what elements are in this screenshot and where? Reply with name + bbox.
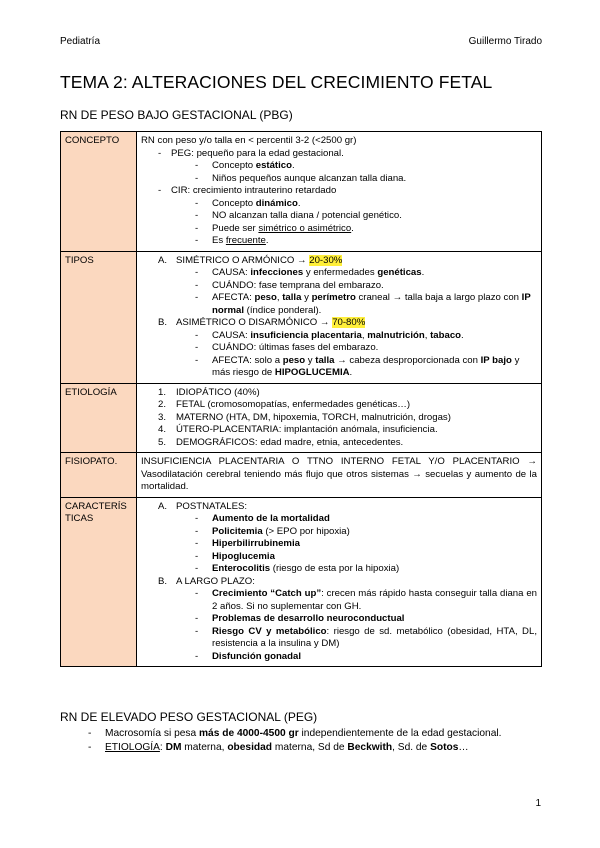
row-content-concepto bbox=[137, 132, 542, 252]
header-subject: Pediatría bbox=[60, 36, 101, 47]
list-item: 5. DEMOGRÁFICOS: edad madre, etnia, antecedentes. bbox=[158, 436, 404, 448]
list-item: - Es frecuente. bbox=[195, 235, 269, 246]
row-content-etiologia bbox=[137, 383, 542, 453]
list-item: - PEG: pequeño para la edad gestacional. bbox=[158, 147, 344, 159]
list-item: - AFECTA: solo a peso y talla → cabeza desproporcionada con IP bajo y más riesgo de HIPOGLUCEMIA. bbox=[195, 354, 520, 378]
list-item: - Concepto estático. bbox=[195, 160, 295, 171]
list-item: - Niños pequeños aunque alcanzan talla diana. bbox=[195, 172, 407, 184]
row-label-caracteristicas: CARACTERÍSTICAS bbox=[61, 497, 137, 667]
row-label-tipos: TIPOS bbox=[61, 251, 137, 383]
row-label-fisiopato: FISIOPATO. bbox=[61, 453, 137, 498]
table-row-tipos bbox=[61, 251, 542, 383]
list-item: - Puede ser simétrico o asimétrico. bbox=[195, 222, 354, 234]
list-item: - AFECTA: peso, talla y perímetro craneal → talla baja a largo plazo con IP normal (índice ponderal). bbox=[195, 292, 531, 316]
page-title: TEMA 2: ALTERACIONES DEL CRECIMIENTO FETAL bbox=[60, 72, 493, 92]
list-item: 1. IDIOPÁTICO (40%) bbox=[158, 386, 260, 398]
table-row-caracteristicas bbox=[61, 497, 542, 667]
header-author: Guillermo Tirado bbox=[468, 36, 542, 47]
list-item: - Enterocolitis (riesgo de esta por la hipoxia) bbox=[195, 563, 400, 574]
list-item: 4. ÚTERO-PLACENTARIA: implantación anómala, insuficiencia. bbox=[158, 424, 438, 435]
list-item: - NO alcanzan talla diana / potencial genético. bbox=[195, 210, 402, 221]
list-item: A. POSTNATALES: bbox=[158, 500, 248, 512]
list-item: - Disfunción gonadal bbox=[195, 650, 302, 662]
list-item: - CUÁNDO: últimas fases del embarazo. bbox=[195, 342, 379, 353]
list-item: - CAUSA: insuficiencia placentaria, malnutrición, tabaco. bbox=[195, 329, 464, 341]
list-item: - Crecimiento “Catch up”: crecen más rápido hasta conseguir talla diana en 2 años. Si no suplementar con GH. bbox=[195, 588, 538, 612]
row-content-tipos bbox=[137, 251, 542, 383]
list-item: - Concepto dinámico. bbox=[195, 197, 301, 209]
table-row-concepto bbox=[61, 132, 542, 252]
row-content-fisiopato: INSUFICIENCIA PLACENTARIA O TTNO INTERNO FETAL Y/O PLACENTARIO → Vasodilatación cerebral teniendo más flujo que otros sistemas → secuelas y aumento de la mortalidad. bbox=[137, 453, 542, 498]
list-item: B. A LARGO PLAZO: bbox=[158, 575, 255, 587]
list-item: - Aumento de la mortalidad bbox=[195, 513, 330, 524]
list-item: 2. FETAL (cromosomopatías, enfermedades genéticas…) bbox=[158, 399, 411, 410]
list-item: B. ASIMÉTRICO O DISARMÓNICO → 70-80% bbox=[158, 317, 366, 328]
concept-line: RN con peso y/o talla en < percentil 3-2 (<2500 gr) bbox=[141, 135, 357, 146]
section-title-pbg: RN DE PESO BAJO GESTACIONAL (PBG) bbox=[60, 108, 293, 122]
list-item: - Policitemia (> EPO por hipoxia) bbox=[195, 525, 350, 537]
row-label-etiologia: ETIOLOGÍA bbox=[61, 383, 137, 453]
summary-table bbox=[60, 131, 542, 667]
list-item: - Hipoglucemia bbox=[195, 550, 275, 562]
list-item: - Macrosomía si pesa más de 4000-4500 gr independientemente de la edad gestacional. bbox=[88, 728, 502, 739]
list-item: 3. MATERNO (HTA, DM, hipoxemia, TORCH, malnutrición, drogas) bbox=[158, 411, 451, 423]
list-item: - CAUSA: infecciones y enfermedades genéticas. bbox=[195, 267, 425, 278]
table-row-fisiopato bbox=[61, 453, 542, 498]
row-content-caracteristicas bbox=[137, 497, 542, 667]
peg-list bbox=[60, 727, 501, 755]
list-item: - Riesgo CV y metabólico: riesgo de sd. metabólico (obesidad, HTA, DL, resistencia a la insulina y DM) bbox=[195, 625, 537, 649]
row-label-concepto: CONCEPTO bbox=[61, 132, 137, 252]
list-item: - ETIOLOGÍA: DM materna, obesidad materna, Sd de Beckwith, Sd. de Sotos… bbox=[88, 742, 469, 753]
list-item: - CIR: crecimiento intrauterino retardado bbox=[158, 185, 337, 196]
list-item: - CUÁNDO: fase temprana del embarazo. bbox=[195, 279, 384, 291]
table-row-etiologia bbox=[61, 383, 542, 453]
page-number: 1 bbox=[535, 798, 541, 809]
section-title-peg: RN DE ELEVADO PESO GESTACIONAL (PEG) bbox=[60, 710, 318, 724]
list-item: - Hiperbilirrubinemia bbox=[195, 538, 300, 549]
list-item: A. SIMÉTRICO O ARMÓNICO → 20-30% bbox=[158, 254, 343, 266]
list-item: - Problemas de desarrollo neuroconductual bbox=[195, 613, 405, 624]
